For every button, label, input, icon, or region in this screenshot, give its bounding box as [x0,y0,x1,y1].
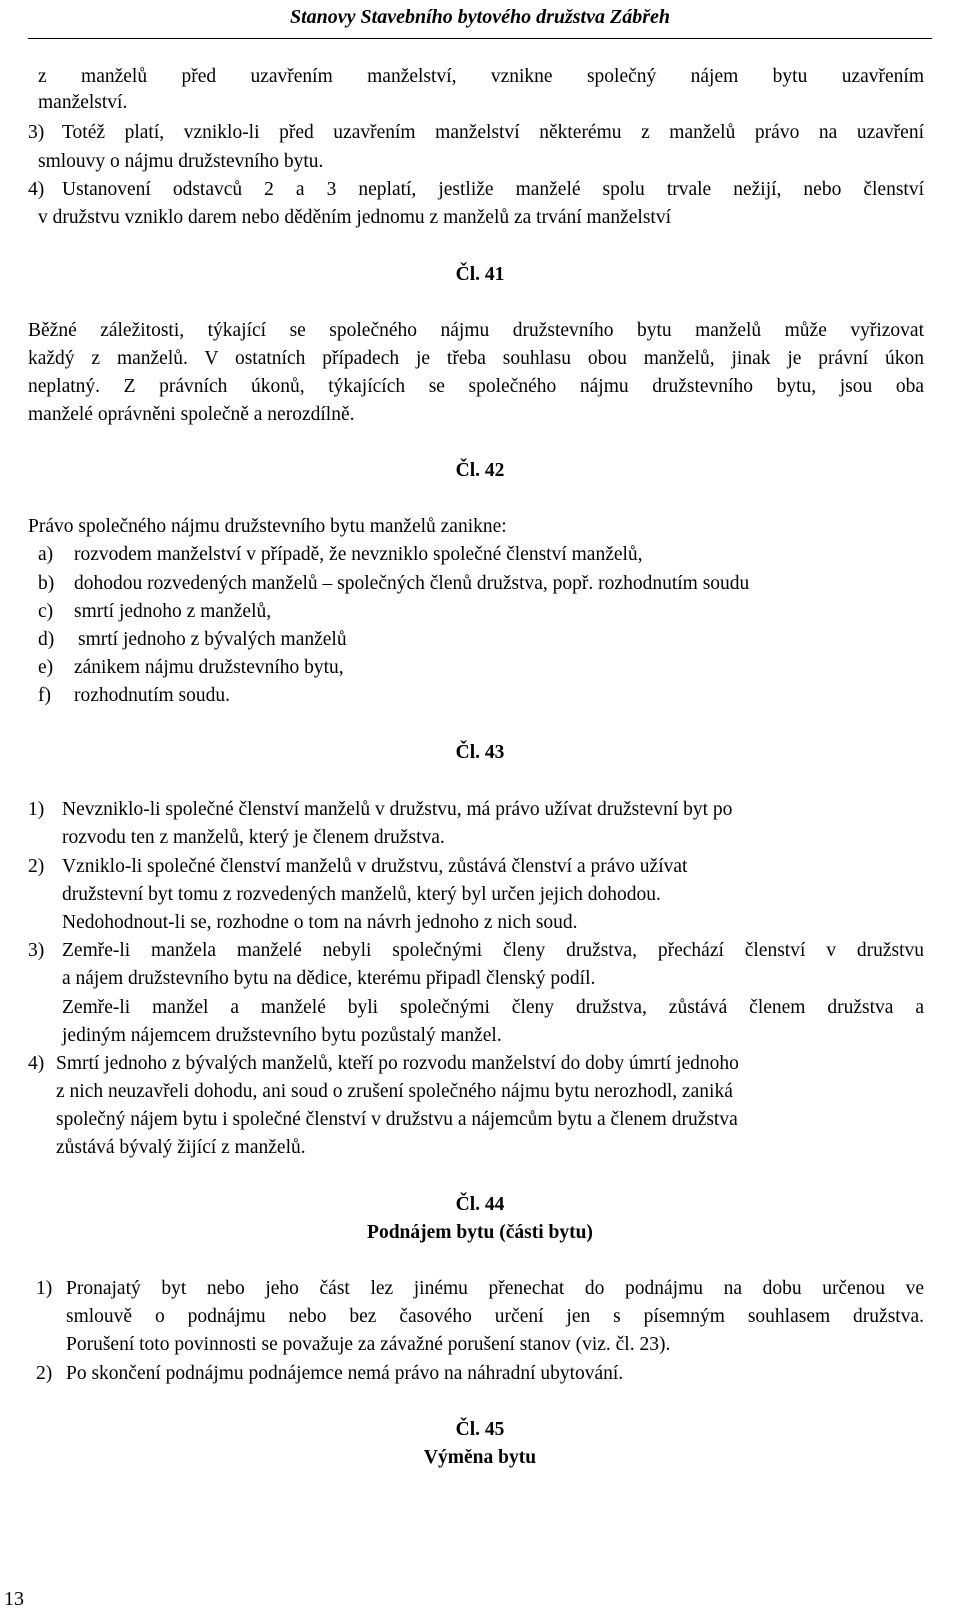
paragraph-line: Smrtí jednoho z bývalých manželů, kteří po rozvodu manželství do doby úmrtí jednoho [56,1053,739,1074]
paragraph-line: společný nájem bytu i společné členství v družstvu a nájemcům bytu a členem družstva [56,1109,738,1130]
item-number: 1) [28,799,45,820]
item-letter: c) [38,601,54,622]
page-number: 13 [4,1588,24,1610]
list-item: dohodou rozvedených manželů – společných členů družstva, popř. rozhodnutím soudu [74,573,750,594]
header-rule [28,38,932,39]
paragraph-line: Porušení toto povinnosti se považuje za závažné porušení stanov (viz. čl. 23). [66,1334,671,1355]
item-number: 4) [28,179,45,200]
paragraph-line: Totéž platí, vzniklo-li před uzavřením manželství některému z manželů právo na uzavření [62,122,924,143]
list-item: zánikem nájmu družstevního bytu, [74,657,344,678]
item-number: 2) [28,856,45,877]
paragraph-line: Nevzniklo-li společné členství manželů v družstvu, má právo užívat družstevní byt po [62,799,733,820]
item-letter: f) [38,685,51,706]
article-subheading: Podnájem bytu (části bytu) [367,1222,593,1243]
paragraph-line: z nich neuzavřeli dohodu, ani soud o zrušení společného nájmu bytu nerozhodl, zaniká [56,1081,733,1102]
paragraph-line: družstevní byt tomu z rozvedených manželů, který byl určen jejich dohodou. [62,884,661,905]
item-number: 3) [28,940,45,961]
article-heading: Čl. 45 [455,1419,505,1440]
paragraph-line: z manželů před uzavřením manželství, vznikne společný nájem bytu uzavřením [38,66,924,87]
paragraph-line: Po skončení podnájmu podnájemce nemá právo na náhradní ubytování. [66,1363,624,1384]
paragraph-line: rozvodu ten z manželů, který je členem družstva. [62,827,445,848]
item-number: 1) [36,1278,53,1299]
paragraph-line: zůstává bývalý žijící z manželů. [56,1137,306,1158]
paragraph-line: Právo společného nájmu družstevního bytu manželů zanikne: [28,516,507,537]
paragraph-line: každý z manželů. V ostatních případech je třeba souhlasu obou manželů, jinak je právní úkon [28,348,924,369]
article-subheading: Výměna bytu [423,1447,537,1468]
paragraph-line: manželství. [38,92,128,113]
list-item: rozvodem manželství v případě, že nevzniklo společné členství manželů, [74,544,643,565]
item-number: 3) [28,122,45,143]
paragraph-line: Zemře-li manžel a manželé byli společnými členy družstva, zůstává členem družstva a [62,997,924,1018]
paragraph-line: Pronajatý byt nebo jeho část lez jinému přenechat do podnájmu na dobu určenou ve [66,1278,924,1299]
item-number: 2) [36,1363,53,1384]
paragraph-line: smlouvě o podnájmu nebo bez časového určení jen s písemným souhlasem družstva. [66,1306,924,1327]
article-heading: Čl. 43 [455,742,505,763]
paragraph-line: a nájem družstevního bytu na dědice, kterému připadl členský podíl. [62,968,596,989]
page-header: Stanovy Stavebního bytového družstva Zábřeh [289,6,670,28]
paragraph-line: Nedohodnout-li se, rozhodne o tom na návrh jednoho z nich soud. [62,912,578,933]
item-letter: a) [38,544,54,565]
paragraph-line: v družstvu vzniklo darem nebo děděním jednomu z manželů za trvání manželství [38,207,672,228]
paragraph-line: Vzniklo-li společné členství manželů v družstvu, zůstává členství a právo užívat [62,856,688,877]
item-number: 4) [28,1053,45,1074]
item-letter: d) [38,629,55,650]
paragraph-line: manželé oprávněni společně a nerozdílně. [28,404,355,425]
paragraph-line: smlouvy o nájmu družstevního bytu. [38,151,324,172]
list-item: smrtí jednoho z manželů, [74,601,272,622]
paragraph-line: Ustanovení odstavců 2 a 3 neplatí, jestliže manželé spolu trvale nežijí, nebo členství [62,179,924,200]
list-item: rozhodnutím soudu. [74,685,230,706]
list-item: smrtí jednoho z bývalých manželů [78,629,347,650]
article-heading: Čl. 42 [455,460,505,481]
article-heading: Čl. 41 [455,264,505,285]
paragraph-line: jediným nájemcem družstevního bytu pozůstalý manžel. [62,1025,502,1046]
paragraph-line: Běžné záležitosti, týkající se společného nájmu družstevního bytu manželů může vyřizovat [28,320,924,341]
paragraph-line: neplatný. Z právních úkonů, týkajících se společného nájmu družstevního bytu, jsou oba [28,376,924,397]
article-heading: Čl. 44 [455,1194,505,1215]
item-letter: b) [38,573,55,594]
paragraph-line: Zemře-li manžela manželé nebyli společnými členy družstva, přechází členství v družstvu [62,940,924,961]
item-letter: e) [38,657,54,678]
